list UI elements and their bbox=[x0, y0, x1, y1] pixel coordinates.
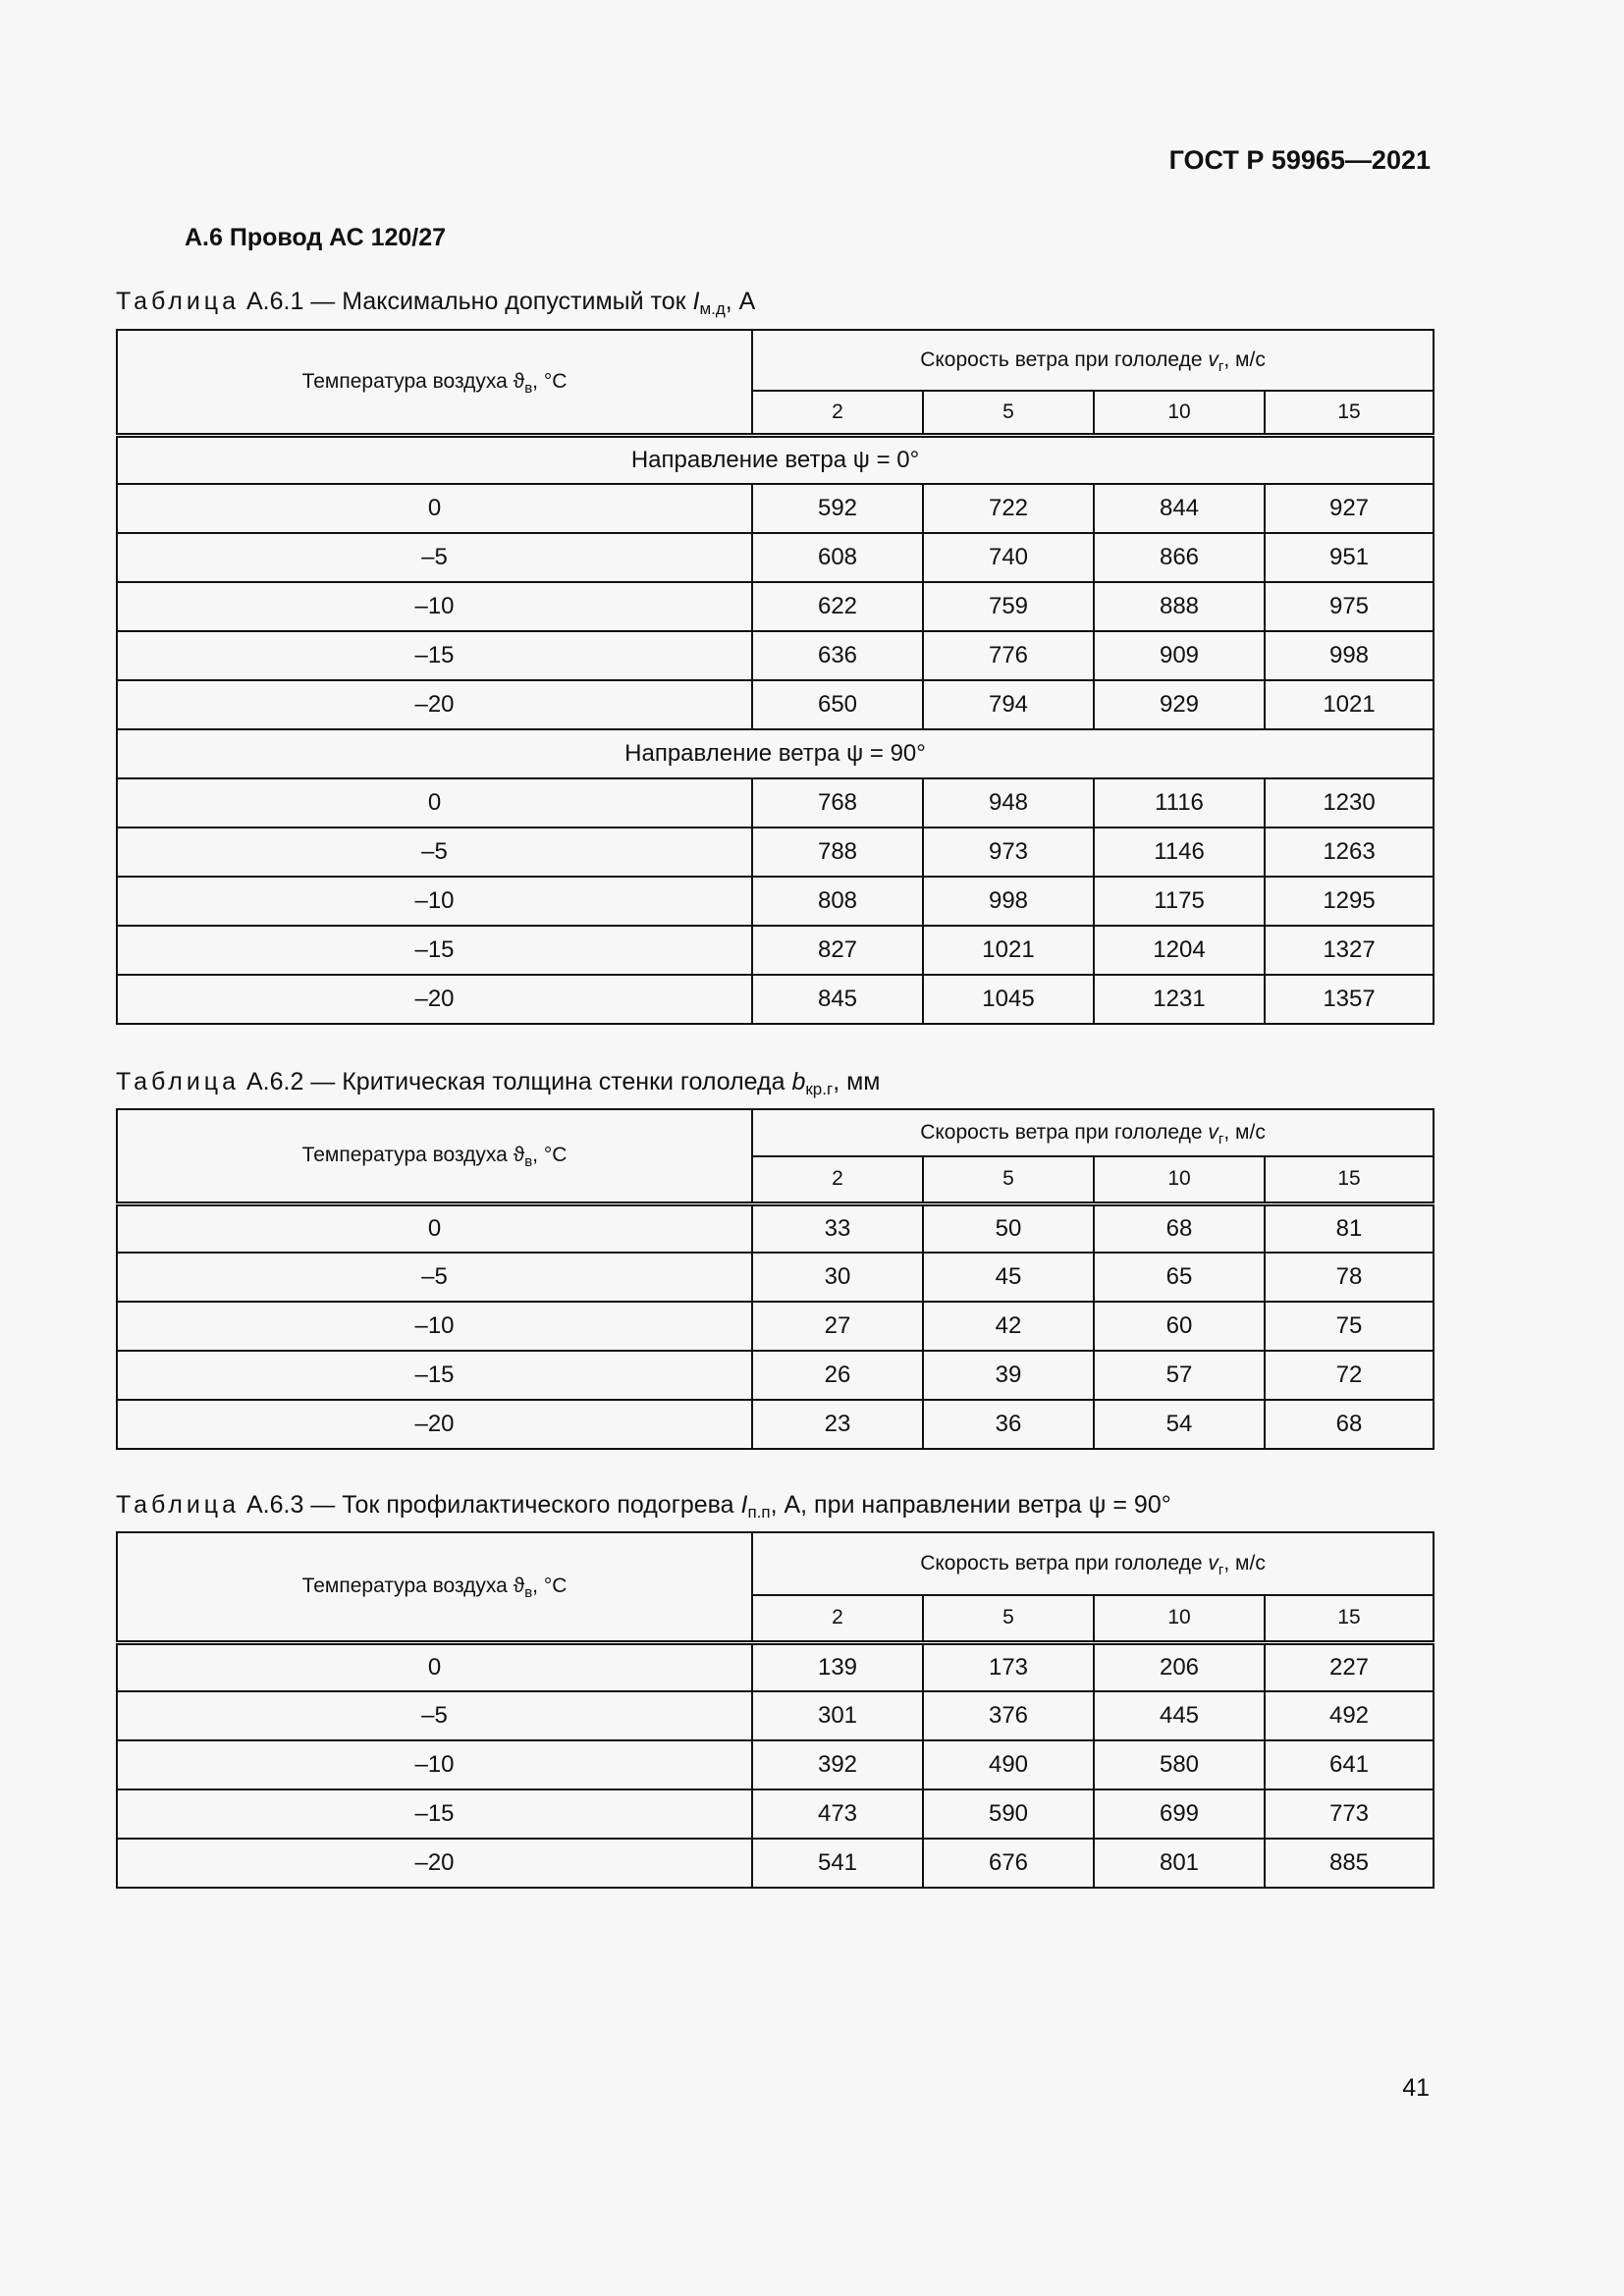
temperature-column-header: Температура воздуха $ϑ_в$, °С bbox=[117, 1109, 752, 1203]
value-cell: 998 bbox=[1265, 631, 1434, 680]
value-cell: 206 bbox=[1094, 1642, 1265, 1691]
temperature-cell: –5 bbox=[117, 1691, 752, 1740]
value-cell: 590 bbox=[923, 1789, 1094, 1839]
temperature-cell: –10 bbox=[117, 1740, 752, 1789]
table-row bbox=[117, 1789, 1434, 1839]
value-cell: 68 bbox=[1265, 1400, 1434, 1449]
value-cell: 1045 bbox=[923, 975, 1094, 1024]
speed-header-cell: 10 bbox=[1094, 1595, 1265, 1642]
value-cell: 1230 bbox=[1265, 778, 1434, 828]
table-caption-a61: Таблица А.6.1 — Максимально допустимый ток $I_{м.д}$, А bbox=[116, 288, 756, 318]
value-cell: 65 bbox=[1094, 1253, 1265, 1302]
table-row bbox=[117, 877, 1434, 926]
value-cell: 42 bbox=[923, 1302, 1094, 1351]
value-cell: 592 bbox=[752, 484, 923, 533]
value-cell: 68 bbox=[1094, 1203, 1265, 1253]
value-cell: 376 bbox=[923, 1691, 1094, 1740]
value-cell: 27 bbox=[752, 1302, 923, 1351]
value-cell: 23 bbox=[752, 1400, 923, 1449]
temperature-column-header: Температура воздуха $ϑ_в$, °С bbox=[117, 330, 752, 435]
value-cell: 1146 bbox=[1094, 828, 1265, 877]
table-row bbox=[117, 484, 1434, 533]
value-cell: 227 bbox=[1265, 1642, 1434, 1691]
table-row bbox=[117, 1302, 1434, 1351]
wind-direction-label: Направление ветра ψ = 0° bbox=[117, 435, 1434, 484]
value-cell: 929 bbox=[1094, 680, 1265, 729]
value-cell: 827 bbox=[752, 926, 923, 975]
value-cell: 45 bbox=[923, 1253, 1094, 1302]
wind-direction-label: Направление ветра ψ = 90° bbox=[117, 729, 1434, 778]
table-a61 bbox=[116, 329, 1435, 1025]
temperature-cell: 0 bbox=[117, 484, 752, 533]
value-cell: 808 bbox=[752, 877, 923, 926]
speed-header-cell: 15 bbox=[1265, 1156, 1434, 1203]
speed-header-cell: 2 bbox=[752, 1595, 923, 1642]
wind-direction-group-row bbox=[117, 729, 1434, 778]
section-title: А.6 Провод АС 120/27 bbox=[185, 224, 447, 251]
temperature-cell: –15 bbox=[117, 1351, 752, 1400]
value-cell: 54 bbox=[1094, 1400, 1265, 1449]
temperature-cell: –20 bbox=[117, 1400, 752, 1449]
table-row bbox=[117, 680, 1434, 729]
value-cell: 650 bbox=[752, 680, 923, 729]
value-cell: 445 bbox=[1094, 1691, 1265, 1740]
page-number: 41 bbox=[1402, 2074, 1430, 2102]
value-cell: 722 bbox=[923, 484, 1094, 533]
table-row bbox=[117, 1253, 1434, 1302]
value-cell: 36 bbox=[923, 1400, 1094, 1449]
table-row bbox=[117, 1203, 1434, 1253]
table-row bbox=[117, 1839, 1434, 1888]
value-cell: 72 bbox=[1265, 1351, 1434, 1400]
value-cell: 81 bbox=[1265, 1203, 1434, 1253]
temperature-cell: –15 bbox=[117, 631, 752, 680]
value-cell: 33 bbox=[752, 1203, 923, 1253]
value-cell: 60 bbox=[1094, 1302, 1265, 1351]
value-cell: 740 bbox=[923, 533, 1094, 582]
wind-speed-column-header: Скорость ветра при гололеде $v_г$, м/с bbox=[752, 1532, 1434, 1595]
value-cell: 1021 bbox=[1265, 680, 1434, 729]
value-cell: 866 bbox=[1094, 533, 1265, 582]
value-cell: 490 bbox=[923, 1740, 1094, 1789]
table-row bbox=[117, 1740, 1434, 1789]
temperature-cell: –15 bbox=[117, 926, 752, 975]
table-row bbox=[117, 1642, 1434, 1691]
value-cell: 1327 bbox=[1265, 926, 1434, 975]
temperature-cell: –5 bbox=[117, 1253, 752, 1302]
value-cell: 608 bbox=[752, 533, 923, 582]
speed-header-cell: 5 bbox=[923, 1156, 1094, 1203]
value-cell: 492 bbox=[1265, 1691, 1434, 1740]
value-cell: 139 bbox=[752, 1642, 923, 1691]
value-cell: 885 bbox=[1265, 1839, 1434, 1888]
speed-header-cell: 10 bbox=[1094, 391, 1265, 435]
table-a63 bbox=[116, 1531, 1435, 1889]
temperature-cell: 0 bbox=[117, 1642, 752, 1691]
value-cell: 975 bbox=[1265, 582, 1434, 631]
value-cell: 998 bbox=[923, 877, 1094, 926]
value-cell: 844 bbox=[1094, 484, 1265, 533]
value-cell: 1357 bbox=[1265, 975, 1434, 1024]
value-cell: 1175 bbox=[1094, 877, 1265, 926]
table-row bbox=[117, 778, 1434, 828]
table-caption-a63: Таблица А.6.3 — Ток профилактического подогрева $I_{п.п}$, А, при направлении ветра ψ = 90° bbox=[116, 1491, 1171, 1522]
speed-header-cell: 5 bbox=[923, 1595, 1094, 1642]
value-cell: 78 bbox=[1265, 1253, 1434, 1302]
value-cell: 759 bbox=[923, 582, 1094, 631]
value-cell: 1231 bbox=[1094, 975, 1265, 1024]
temperature-column-header: Температура воздуха $ϑ_в$, °С bbox=[117, 1532, 752, 1642]
header-row bbox=[117, 1532, 1434, 1595]
value-cell: 973 bbox=[923, 828, 1094, 877]
value-cell: 699 bbox=[1094, 1789, 1265, 1839]
value-cell: 776 bbox=[923, 631, 1094, 680]
value-cell: 57 bbox=[1094, 1351, 1265, 1400]
value-cell: 927 bbox=[1265, 484, 1434, 533]
value-cell: 50 bbox=[923, 1203, 1094, 1253]
value-cell: 173 bbox=[923, 1642, 1094, 1691]
temperature-cell: 0 bbox=[117, 778, 752, 828]
value-cell: 1295 bbox=[1265, 877, 1434, 926]
wind-direction-group-row bbox=[117, 435, 1434, 484]
temperature-cell: 0 bbox=[117, 1203, 752, 1253]
value-cell: 948 bbox=[923, 778, 1094, 828]
value-cell: 676 bbox=[923, 1839, 1094, 1888]
speed-header-cell: 5 bbox=[923, 391, 1094, 435]
wind-speed-column-header: Скорость ветра при гололеде $v_г$, м/с bbox=[752, 1109, 1434, 1156]
value-cell: 794 bbox=[923, 680, 1094, 729]
value-cell: 541 bbox=[752, 1839, 923, 1888]
value-cell: 473 bbox=[752, 1789, 923, 1839]
header-row bbox=[117, 330, 1434, 391]
value-cell: 30 bbox=[752, 1253, 923, 1302]
value-cell: 788 bbox=[752, 828, 923, 877]
temperature-cell: –10 bbox=[117, 582, 752, 631]
temperature-cell: –20 bbox=[117, 1839, 752, 1888]
value-cell: 301 bbox=[752, 1691, 923, 1740]
value-cell: 392 bbox=[752, 1740, 923, 1789]
speed-header-cell: 15 bbox=[1265, 391, 1434, 435]
table-a62 bbox=[116, 1108, 1435, 1450]
value-cell: 1263 bbox=[1265, 828, 1434, 877]
temperature-cell: –10 bbox=[117, 877, 752, 926]
speed-header-cell: 15 bbox=[1265, 1595, 1434, 1642]
temperature-cell: –20 bbox=[117, 680, 752, 729]
table-row bbox=[117, 828, 1434, 877]
value-cell: 888 bbox=[1094, 582, 1265, 631]
table-row bbox=[117, 1691, 1434, 1740]
value-cell: 641 bbox=[1265, 1740, 1434, 1789]
document-id-header: ГОСТ Р 59965—2021 bbox=[1168, 145, 1431, 175]
value-cell: 75 bbox=[1265, 1302, 1434, 1351]
table-caption-a62: Таблица А.6.2 — Критическая толщина стенки гололеда $b_{кр.г}$, мм bbox=[116, 1068, 881, 1098]
value-cell: 580 bbox=[1094, 1740, 1265, 1789]
table-row bbox=[117, 631, 1434, 680]
value-cell: 845 bbox=[752, 975, 923, 1024]
value-cell: 39 bbox=[923, 1351, 1094, 1400]
value-cell: 768 bbox=[752, 778, 923, 828]
value-cell: 26 bbox=[752, 1351, 923, 1400]
speed-header-cell: 10 bbox=[1094, 1156, 1265, 1203]
speed-header-cell: 2 bbox=[752, 1156, 923, 1203]
table-row bbox=[117, 1351, 1434, 1400]
header-row bbox=[117, 1109, 1434, 1156]
value-cell: 951 bbox=[1265, 533, 1434, 582]
table-row bbox=[117, 926, 1434, 975]
value-cell: 636 bbox=[752, 631, 923, 680]
value-cell: 1021 bbox=[923, 926, 1094, 975]
value-cell: 801 bbox=[1094, 1839, 1265, 1888]
value-cell: 1116 bbox=[1094, 778, 1265, 828]
temperature-cell: –15 bbox=[117, 1789, 752, 1839]
table-row bbox=[117, 975, 1434, 1024]
table-row bbox=[117, 533, 1434, 582]
temperature-cell: –5 bbox=[117, 533, 752, 582]
table-row bbox=[117, 1400, 1434, 1449]
value-cell: 773 bbox=[1265, 1789, 1434, 1839]
wind-speed-column-header: Скорость ветра при гололеде $v_г$, м/с bbox=[752, 330, 1434, 391]
temperature-cell: –10 bbox=[117, 1302, 752, 1351]
temperature-cell: –20 bbox=[117, 975, 752, 1024]
temperature-cell: –5 bbox=[117, 828, 752, 877]
value-cell: 622 bbox=[752, 582, 923, 631]
value-cell: 1204 bbox=[1094, 926, 1265, 975]
speed-header-cell: 2 bbox=[752, 391, 923, 435]
value-cell: 909 bbox=[1094, 631, 1265, 680]
table-row bbox=[117, 582, 1434, 631]
